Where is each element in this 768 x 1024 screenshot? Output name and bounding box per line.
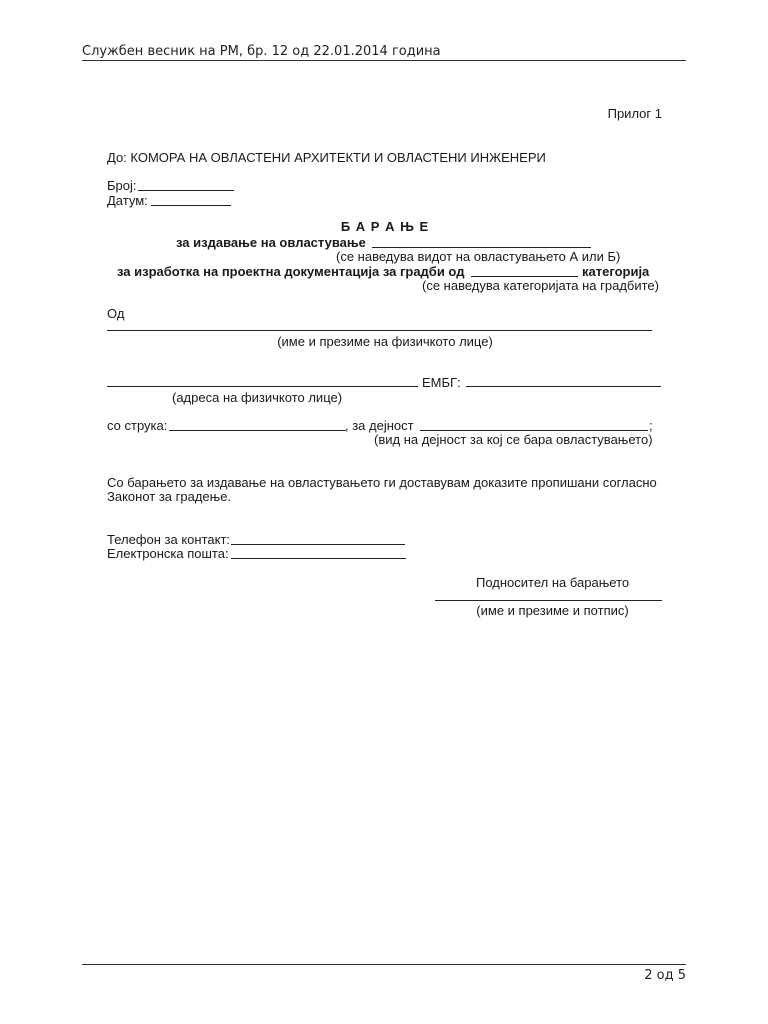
category-hint: (се наведува категоријата на градбите) (422, 278, 659, 293)
activity-hint: (вид на дејност за кој се бара овластувањето) (374, 432, 653, 447)
embg-field[interactable] (466, 386, 661, 387)
form-title: Б А Р А Њ Е (340, 219, 430, 234)
address-field[interactable] (107, 386, 418, 387)
activity-field[interactable] (420, 430, 648, 431)
signature-hint: (име и презиме и потпис) (476, 603, 629, 618)
authorization-type-hint: (се наведува видот на овластувањето А или Б) (336, 249, 621, 264)
statement-line-1: Со барањето за издавање на овластувањето ги доставувам доказите пропишани согласно (107, 475, 657, 490)
profession-field[interactable] (169, 430, 346, 431)
full-name-field[interactable] (107, 330, 652, 331)
gazette-header: Службен весник на РМ, бр. 12 од 22.01.2014 година (82, 44, 441, 59)
profession-label: со струка: (107, 418, 168, 433)
category-label: категорија (582, 264, 650, 279)
statement-line-2: Законот за градење. (107, 489, 232, 504)
number-field[interactable] (138, 190, 234, 191)
documentation-line-label: за изработка на проектна документација за градби од (117, 264, 465, 279)
date-field[interactable] (151, 205, 231, 206)
email-field[interactable] (231, 558, 406, 559)
phone-label: Телефон за контакт: (107, 532, 231, 547)
footer-rule (82, 964, 686, 965)
number-label: Број: (107, 178, 137, 193)
phone-field[interactable] (231, 544, 405, 545)
date-label: Датум: (107, 193, 148, 208)
header-rule (82, 60, 686, 61)
annex-label: Прилог 1 (607, 106, 662, 121)
address-hint: (адреса на физичкото лице) (172, 390, 343, 405)
embg-label: ЕМБГ: (422, 375, 461, 390)
from-label: Од (107, 306, 125, 321)
full-name-hint: (име и презиме на физичкото лице) (277, 334, 493, 349)
activity-label: , за дејност (345, 418, 414, 433)
category-field[interactable] (471, 276, 578, 277)
addressee: До: КОМОРА НА ОВЛАСТЕНИ АРХИТЕКТИ И ОВЛАСТЕНИ ИНЖЕНЕРИ (107, 150, 546, 165)
signature-field[interactable] (435, 600, 662, 601)
applicant-label: Подносител на барањето (476, 575, 630, 590)
authorization-line-label: за издавање на овластување (176, 235, 366, 250)
page-number: 2 од 5 (644, 968, 686, 983)
authorization-type-field[interactable] (372, 247, 591, 248)
activity-semicolon: ; (649, 418, 653, 433)
email-label: Електронска пошта: (107, 546, 229, 561)
